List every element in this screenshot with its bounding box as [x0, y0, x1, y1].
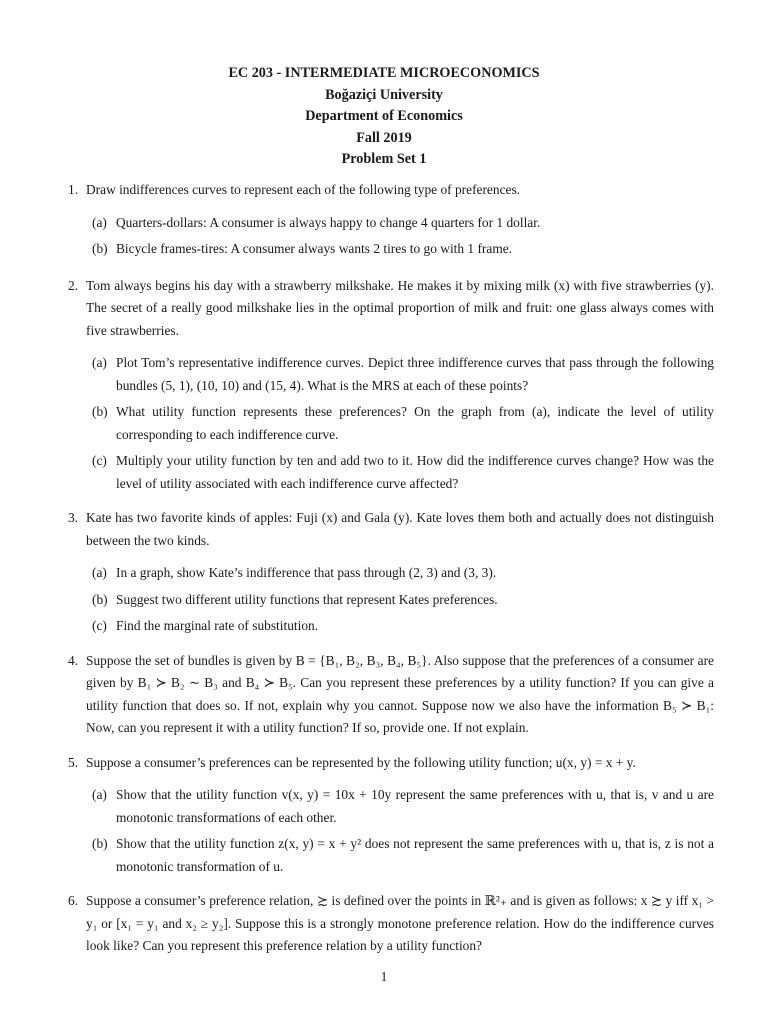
page-number: 1: [380, 969, 388, 984]
problem-part: [86, 212, 714, 235]
problem-part: [86, 562, 714, 585]
problem-set-title: Problem Set 1: [341, 151, 427, 167]
part-label: (b): [92, 404, 108, 419]
problem-number: 1.: [68, 182, 79, 197]
problem-parts: [86, 784, 714, 878]
problem-part: [86, 589, 714, 612]
problem-item: [68, 752, 714, 879]
problem-item: [68, 890, 714, 958]
problem-number: 6.: [68, 893, 79, 908]
part-text: Show that the utility function v(x, y) = 10x + 10y represent the same preferences with u, that is, v and u are monotonic transformations of each other.: [116, 787, 714, 825]
university-name: Boğaziçi University: [325, 86, 443, 103]
course-title: EC 203 - INTERMEDIATE MICROECONOMICS: [228, 65, 540, 81]
problem-list: [68, 179, 714, 958]
problem-part: [86, 784, 714, 829]
problem-text: Tom always begins his day with a strawberry milkshake. He makes it by mixing milk (x) with five strawberries (y). The secret of a really good milkshake lies in the optimal proportion of milk and fruit: one glass always comes with five strawberries.: [86, 277, 714, 338]
part-text: What utility function represents these preferences? On the graph from (a), indicate the level of utility corresponding to each indifference curve.: [116, 404, 714, 442]
part-label: (b): [92, 591, 108, 607]
problem-item: [68, 650, 714, 740]
problem-parts: [86, 352, 714, 495]
problem-parts: [86, 562, 714, 638]
part-label: (b): [92, 836, 108, 851]
part-text: Plot Tom’s representative indifference curves. Depict three indifference curves that pass through the following bundles (5, 1), (10, 10) and (15, 4). What is the MRS at each of these points?: [116, 355, 714, 393]
problem-text: Kate has two favorite kinds of apples: Fuji (x) and Gala (y). Kate loves them both and actually does not distinguish between the two kinds.: [86, 510, 714, 548]
problem-part: [86, 352, 714, 397]
term: Fall 2019: [356, 129, 412, 146]
problem-part: [86, 401, 714, 446]
problem-item: [68, 507, 714, 638]
part-text: Find the marginal rate of substitution.: [116, 618, 319, 633]
part-text: In a graph, show Kate’s indifference that pass through (2, 3) and (3, 3).: [116, 565, 497, 580]
problem-text: Suppose the set of bundles is given by B = {B₁, B₂, B₃, B₄, B₅}. Also suppose that the preferences of a consumer are given by B₁ ≻ B₂ ∼ B₃ and B₄ ≻ B₅. Can you represent these preferences by a utility function? If you can give a utility function that does so. If not, explain why you cannot. Suppose now we also have the information B₅ ≻ B₁: Now, can you represent it with a utility function? If so, provide one. If not explain.: [86, 652, 714, 735]
problem-text: Suppose a consumer’s preference relation, ≿ is defined over the points in ℝ²₊ and is given as follows: x ≿ y iff x₁ > y₁ or [x₁ = y₁ and x₂ ≥ y₂]. Suppose this is a strongly monotone preference relation. How do the indifference curves look like? Can you represent this preference relation by a utility function?: [86, 893, 714, 953]
part-text: Quarters-dollars: A consumer is always happy to change 4 quarters for 1 dollar.: [116, 214, 541, 230]
part-label: (a): [92, 565, 107, 580]
problem-item: [68, 275, 714, 496]
problem-number: 3.: [68, 510, 79, 525]
department-name: Department of Economics: [305, 108, 463, 124]
problem-number: 4.: [68, 652, 79, 668]
part-text: Multiply your utility function by ten and add two to it. How did the indifference curves change? How was the level of utility associated with each indifference curve affected?: [116, 453, 714, 491]
problem-number: 2.: [68, 277, 79, 293]
part-label: (b): [92, 241, 108, 256]
problem-part: [86, 833, 714, 878]
problem-item: [68, 179, 714, 261]
problem-part: [86, 450, 714, 495]
part-text: Show that the utility function z(x, y) = x + y² does not represent the same preferences with u, that is, z is not a monotonic transformation of u.: [116, 836, 714, 874]
document-header: [0, 63, 768, 171]
part-text: Suggest two different utility functions that represent Kates preferences.: [116, 591, 498, 607]
part-label: (a): [92, 355, 107, 370]
problem-parts: [86, 212, 714, 261]
part-label: (c): [92, 618, 107, 633]
part-text: Bicycle frames-tires: A consumer always wants 2 tires to go with 1 frame.: [116, 241, 513, 256]
problem-text: Suppose a consumer’s preferences can be represented by the following utility function; u(x, y) = x + y.: [86, 754, 636, 770]
problem-part: [86, 615, 714, 638]
part-label: (c): [92, 453, 107, 468]
problem-part: [86, 238, 714, 261]
part-label: (a): [92, 787, 107, 802]
part-label: (a): [92, 214, 107, 230]
problem-text: Draw indifferences curves to represent each of the following type of preferences.: [86, 182, 521, 197]
problem-number: 5.: [68, 754, 79, 770]
